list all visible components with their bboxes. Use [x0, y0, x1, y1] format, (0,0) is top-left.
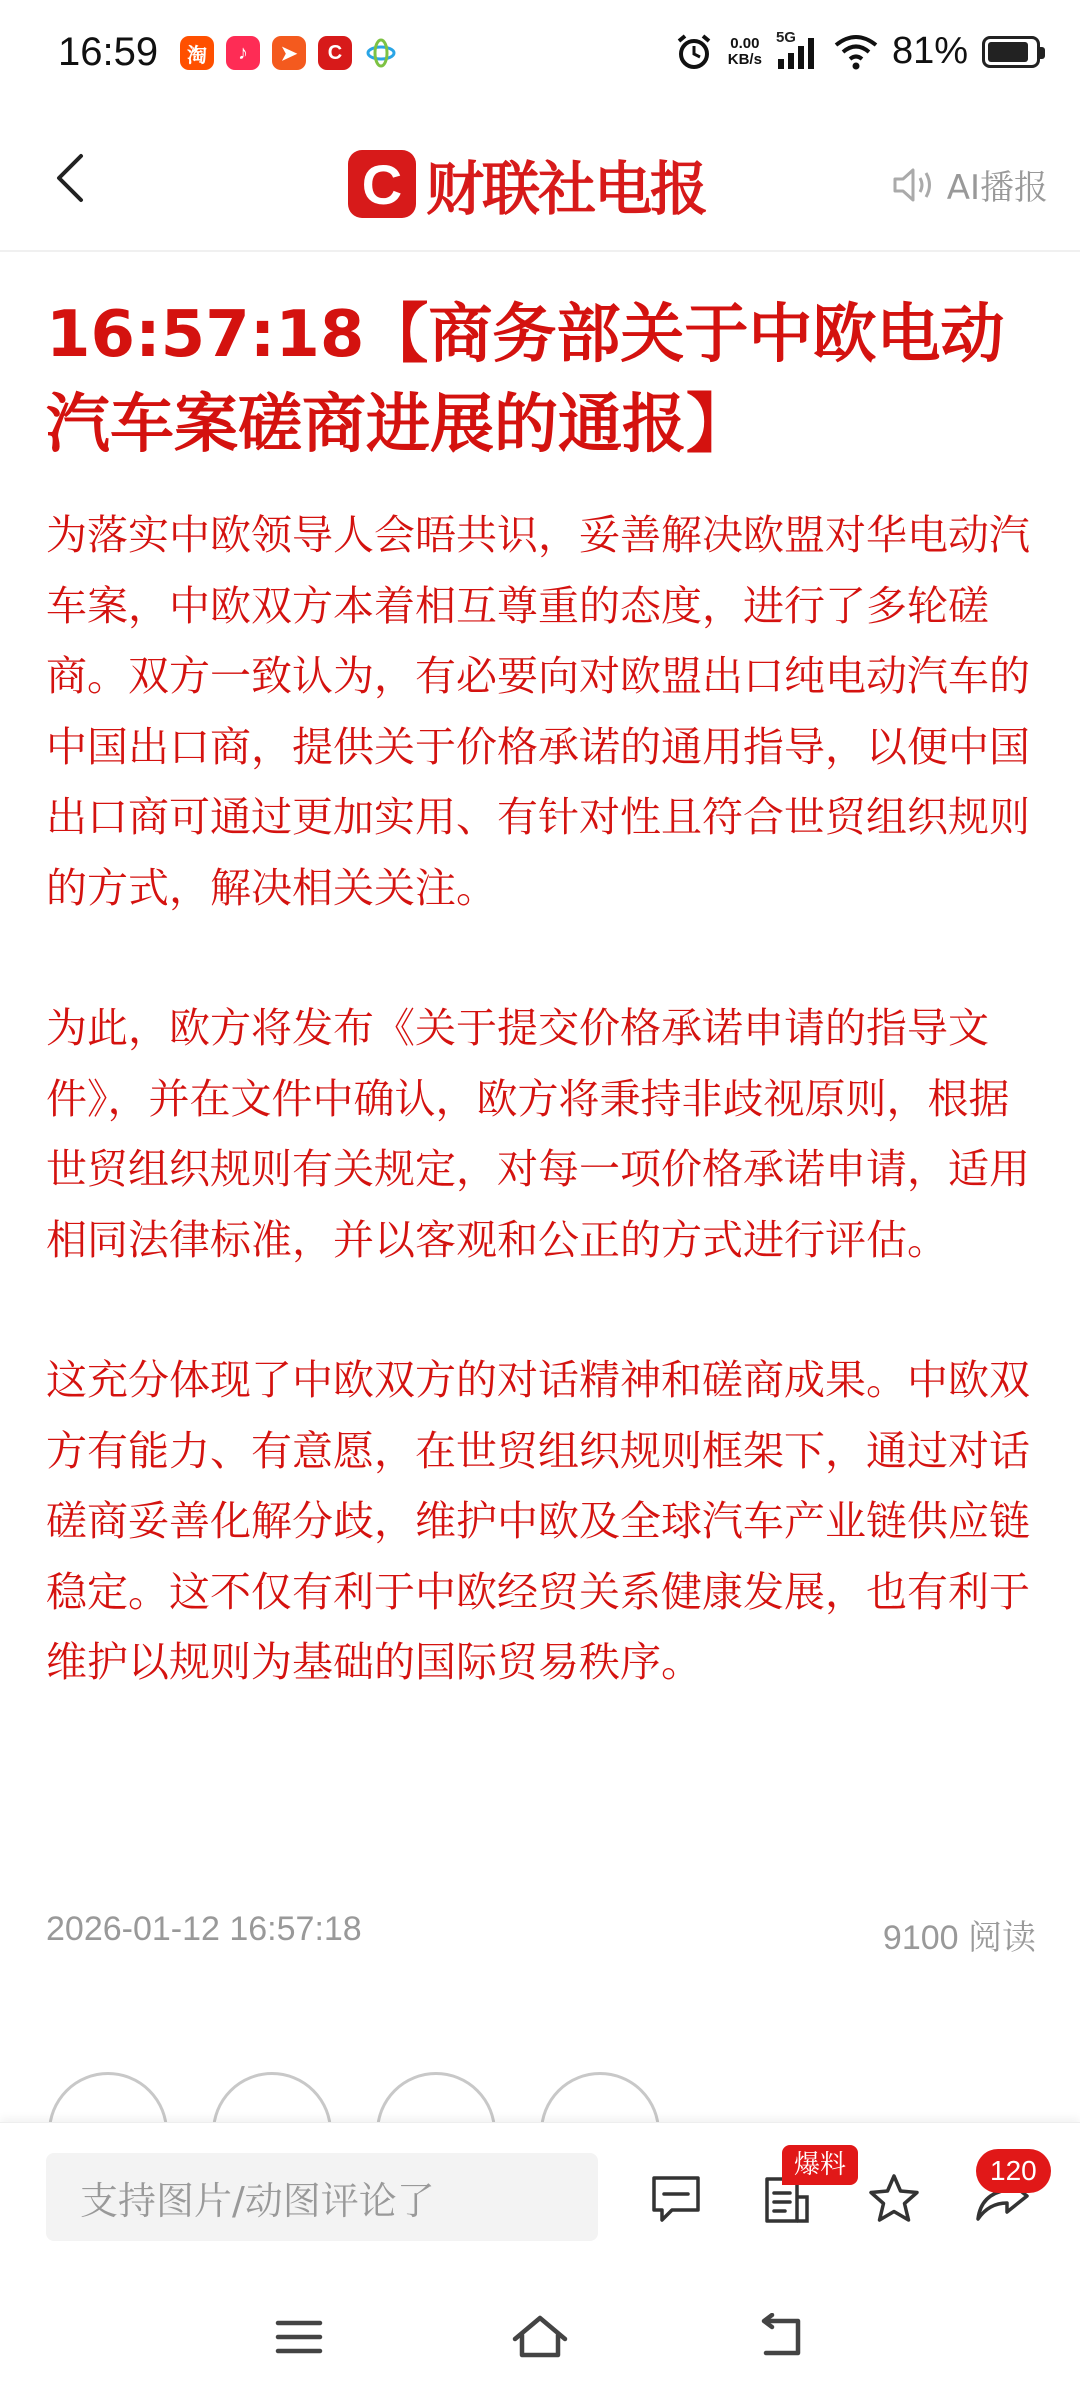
logo-name: 财联社 [426, 155, 595, 223]
notification-icons [180, 36, 398, 70]
chevron-left-icon [55, 152, 85, 204]
back-nav-button[interactable] [744, 2312, 814, 2362]
tip-off-badge: 爆料 [782, 2145, 858, 2185]
share-count-badge: 120 [976, 2149, 1051, 2193]
comment-button[interactable] [646, 2169, 706, 2229]
comment-icon [648, 2172, 704, 2226]
comment-input[interactable]: 支持图片/动图评论了 [46, 2153, 598, 2241]
speaker-icon [891, 165, 937, 205]
article-datetime: 2026-01-12 16:57:18 [46, 1910, 362, 1948]
wifi-icon [834, 33, 878, 71]
logo-mark: C [348, 150, 416, 218]
ai-broadcast-button[interactable] [891, 160, 1048, 209]
app-logo [348, 142, 706, 226]
favorite-button[interactable] [864, 2169, 924, 2229]
home-nav-button[interactable] [505, 2312, 575, 2362]
bottom-action-bar [0, 2122, 1080, 2273]
home-icon [510, 2313, 570, 2361]
battery-percent: 81% [891, 30, 968, 72]
paper-plane-icon: ➤ [272, 36, 306, 70]
article-paragraph: 这充分体现了中欧双方的对话精神和磋商成果。中欧双方有能力、有意愿，在世贸组织规则框架下，通过对话磋商妥善化解分歧，维护中欧及全球汽车产业链供应链稳定。这不仅有利于中欧经贸关系健康发展，也有利于维护以规则为基础的国际贸易秩序。 [46, 1356, 1030, 1686]
ai-broadcast-label: AI播报 [946, 168, 1048, 208]
back-button[interactable] [40, 148, 100, 208]
read-count: 9100 阅读 [882, 1919, 1036, 1957]
menu-icon [274, 2317, 324, 2357]
star-icon [866, 2171, 922, 2227]
status-time: 16:59 [58, 30, 159, 74]
article-title: 16:57:18【商务部关于中欧电动汽车案磋商进展的通报】 [46, 298, 1005, 462]
net-speed: 0.00 KB/s [727, 34, 762, 68]
status-indicators [674, 30, 1040, 73]
system-nav-bar [0, 2272, 1080, 2400]
status-bar [0, 0, 1080, 110]
article-paragraph: 为此，欧方将发布《关于提交价格承诺申请的指导文件》，并在文件中确认，欧方将秉持非歧视原则，根据世贸组织规则有关规定，对每一项价格承诺申请，适用相同法律标准，并以客观和公正的方式进行评估。 [46, 1004, 1030, 1264]
signal-icon: 5G [776, 33, 820, 71]
logo-suffix: 电报 [594, 155, 707, 223]
menu-nav-button[interactable] [264, 2312, 334, 2362]
cls-app-icon: C [318, 36, 352, 70]
china-mobile-icon [364, 36, 398, 70]
article-paragraph: 为落实中欧领导人会晤共识，妥善解决欧盟对华电动汽车案，中欧双方本着相互尊重的态度，进行了多轮磋商。双方一致认为，有必要向对欧盟出口纯电动汽车的中国出口商，提供关于价格承诺的通用指导，以便中国出口商可通过更加实用、有针对性且符合世贸组织规则的方式，解决相关关注。 [46, 511, 1030, 912]
article-meta [46, 1910, 1036, 1959]
article-body [46, 290, 1036, 1698]
douyin-icon: ♪ [226, 36, 260, 70]
taobao-icon: 淘 [180, 36, 214, 70]
top-bar [0, 110, 1080, 252]
battery-icon [982, 36, 1040, 68]
return-icon [752, 2313, 806, 2361]
alarm-icon [674, 32, 714, 72]
